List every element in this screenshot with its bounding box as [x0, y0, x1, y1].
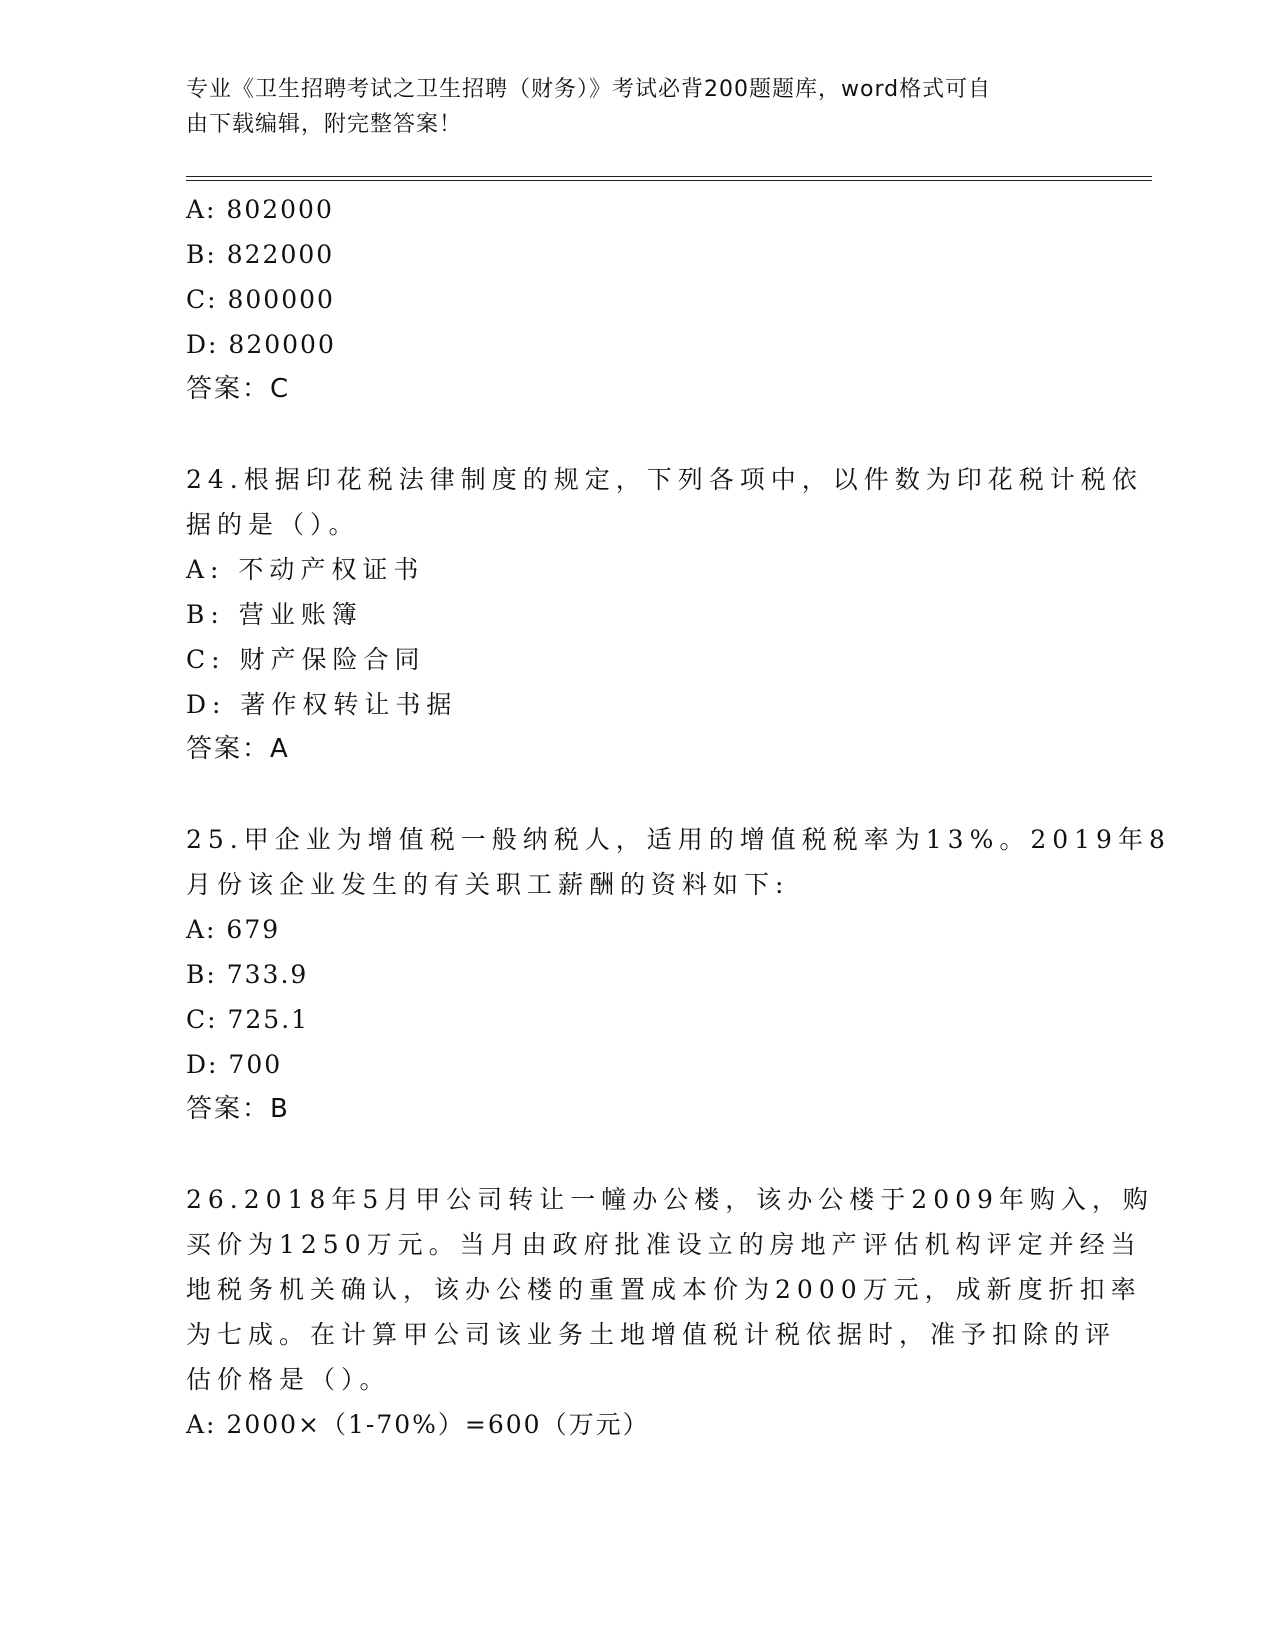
q24-option-d: D: 著作权转让书据	[186, 690, 458, 719]
q23-option-a: A: 802000	[186, 195, 334, 224]
header-divider-bottom	[186, 180, 1152, 181]
q25-answer: 答案：B	[186, 1094, 290, 1124]
q23-answer: 答案：C	[186, 374, 291, 404]
q24-stem-line-2: 据的是（）。	[186, 510, 360, 539]
q26-stem-line-1: 26.2018年5月甲公司转让一幢办公楼，该办公楼于2009年购入，购	[186, 1185, 1154, 1214]
q25-option-b: B: 733.9	[186, 960, 309, 989]
q26-option-a: A: 2000×（1-70%）=600（万元）	[186, 1410, 650, 1439]
q25-option-d: D: 700	[186, 1050, 283, 1079]
q23-option-c: C: 800000	[186, 285, 335, 314]
q24-answer: 答案：A	[186, 734, 290, 764]
q26-stem-line-4: 为七成。在计算甲公司该业务土地增值税计税依据时，准予扣除的评	[186, 1320, 1117, 1349]
q25-option-a: A: 679	[186, 915, 281, 944]
header-title-line-2: 由下载编辑，附完整答案！	[186, 112, 463, 137]
q26-stem-line-2: 买价为1250万元。当月由政府批准设立的房地产评估机构评定并经当	[186, 1230, 1142, 1259]
q25-stem-line-1: 25.甲企业为增值税一般纳税人，适用的增值税税率为13%。2019年8	[186, 825, 1171, 854]
q23-option-d: D: 820000	[186, 330, 336, 359]
q24-option-a: A: 不动产权证书	[186, 555, 425, 584]
q23-option-b: B: 822000	[186, 240, 335, 269]
q25-option-c: C: 725.1	[186, 1005, 310, 1034]
q26-stem-line-5: 估价格是（）。	[186, 1365, 391, 1394]
q24-stem-line-1: 24.根据印花税法律制度的规定，下列各项中，以件数为印花税计税依	[186, 465, 1143, 494]
document-header	[186, 72, 1066, 142]
header-divider-top	[186, 176, 1152, 177]
q24-option-b: B: 营业账簿	[186, 600, 363, 629]
q24-option-c: C: 财产保险合同	[186, 645, 426, 674]
q26-stem-line-3: 地税务机关确认，该办公楼的重置成本价为2000万元，成新度折扣率	[186, 1275, 1142, 1304]
header-title-line-1: 专业《卫生招聘考试之卫生招聘（财务）》考试必背200题题库，word格式可自	[186, 77, 992, 102]
q25-stem-line-2: 月份该企业发生的有关职工薪酬的资料如下:	[186, 870, 790, 899]
